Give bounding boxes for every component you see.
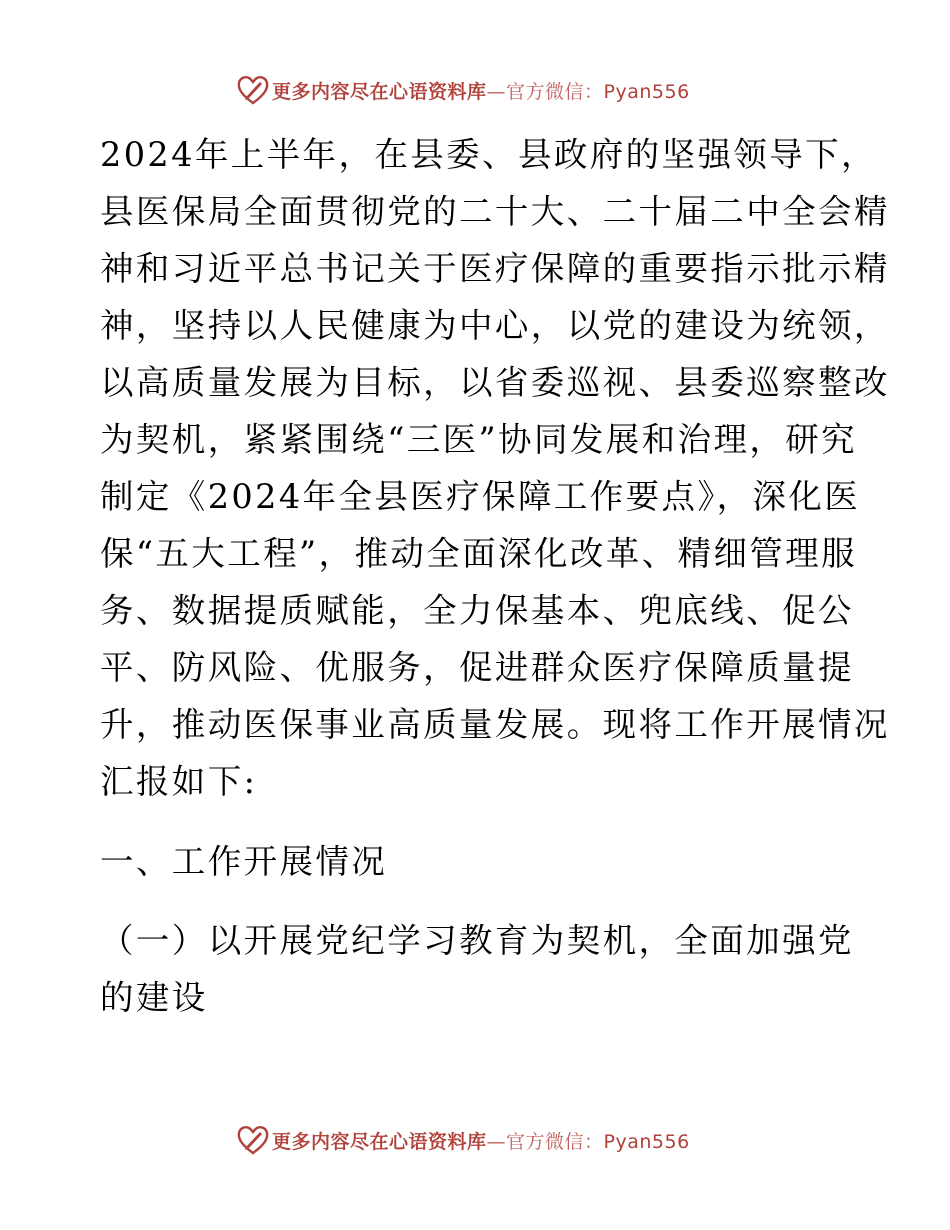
subsection-heading-line: （一）以开展党纪学习教育为契机，全面加强党 [100,921,854,960]
footer-banner [236,1123,690,1157]
banner-wechat-label: 官方微信： [506,80,604,103]
body-paragraph [100,126,890,810]
paragraph-line: 平、防风险、优服务，促进群众医疗保障质量提 [100,648,854,687]
banner-dash: — [486,1130,507,1153]
paragraph-line: 务、数据提质赋能，全力保基本、兜底线、促公 [100,591,854,630]
subsection-heading [100,912,854,1026]
paragraph-line: 神和习近平总书记关于医疗保障的重要指示批示精 [100,249,890,288]
paragraph-line: 制定《2024年全县医疗保障工作要点》，深化医 [100,477,861,516]
banner-text [272,77,690,104]
paragraph-line: 汇报如下: [100,762,258,801]
paragraph-line: 以高质量发展为目标，以省委巡视、县委巡察整改 [100,363,890,402]
banner-wechat-label: 官方微信： [506,1130,604,1153]
paragraph-line: 为契机，紧紧围绕“三医”协同发展和治理，研究 [100,420,858,459]
banner-site-name: 更多内容尽在心语资料库 [272,1130,487,1153]
banner-wechat-id: Pyan556 [603,80,690,103]
heart-pen-logo-icon [236,73,270,107]
subsection-heading-line: 的建设 [100,978,208,1017]
paragraph-line: 神，坚持以人民健康为中心，以党的建设为统领， [100,306,890,345]
banner-wechat-id: Pyan556 [603,1130,690,1153]
banner-dash: — [486,80,507,103]
paragraph-line: 保“五大工程”，推动全面深化改革、精细管理服 [100,534,858,573]
banner-text [272,1127,690,1154]
paragraph-line: 2024年上半年，在县委、县政府的坚强领导下， [100,135,877,174]
section-heading: 一、工作开展情况 [100,842,388,881]
paragraph-line: 升，推动医保事业高质量发展。现将工作开展情况 [100,705,890,744]
header-banner [236,73,690,107]
paragraph-line: 县医保局全面贯彻党的二十大、二十届二中全会精 [100,192,890,231]
heart-pen-logo-icon [236,1123,270,1157]
banner-site-name: 更多内容尽在心语资料库 [272,80,487,103]
